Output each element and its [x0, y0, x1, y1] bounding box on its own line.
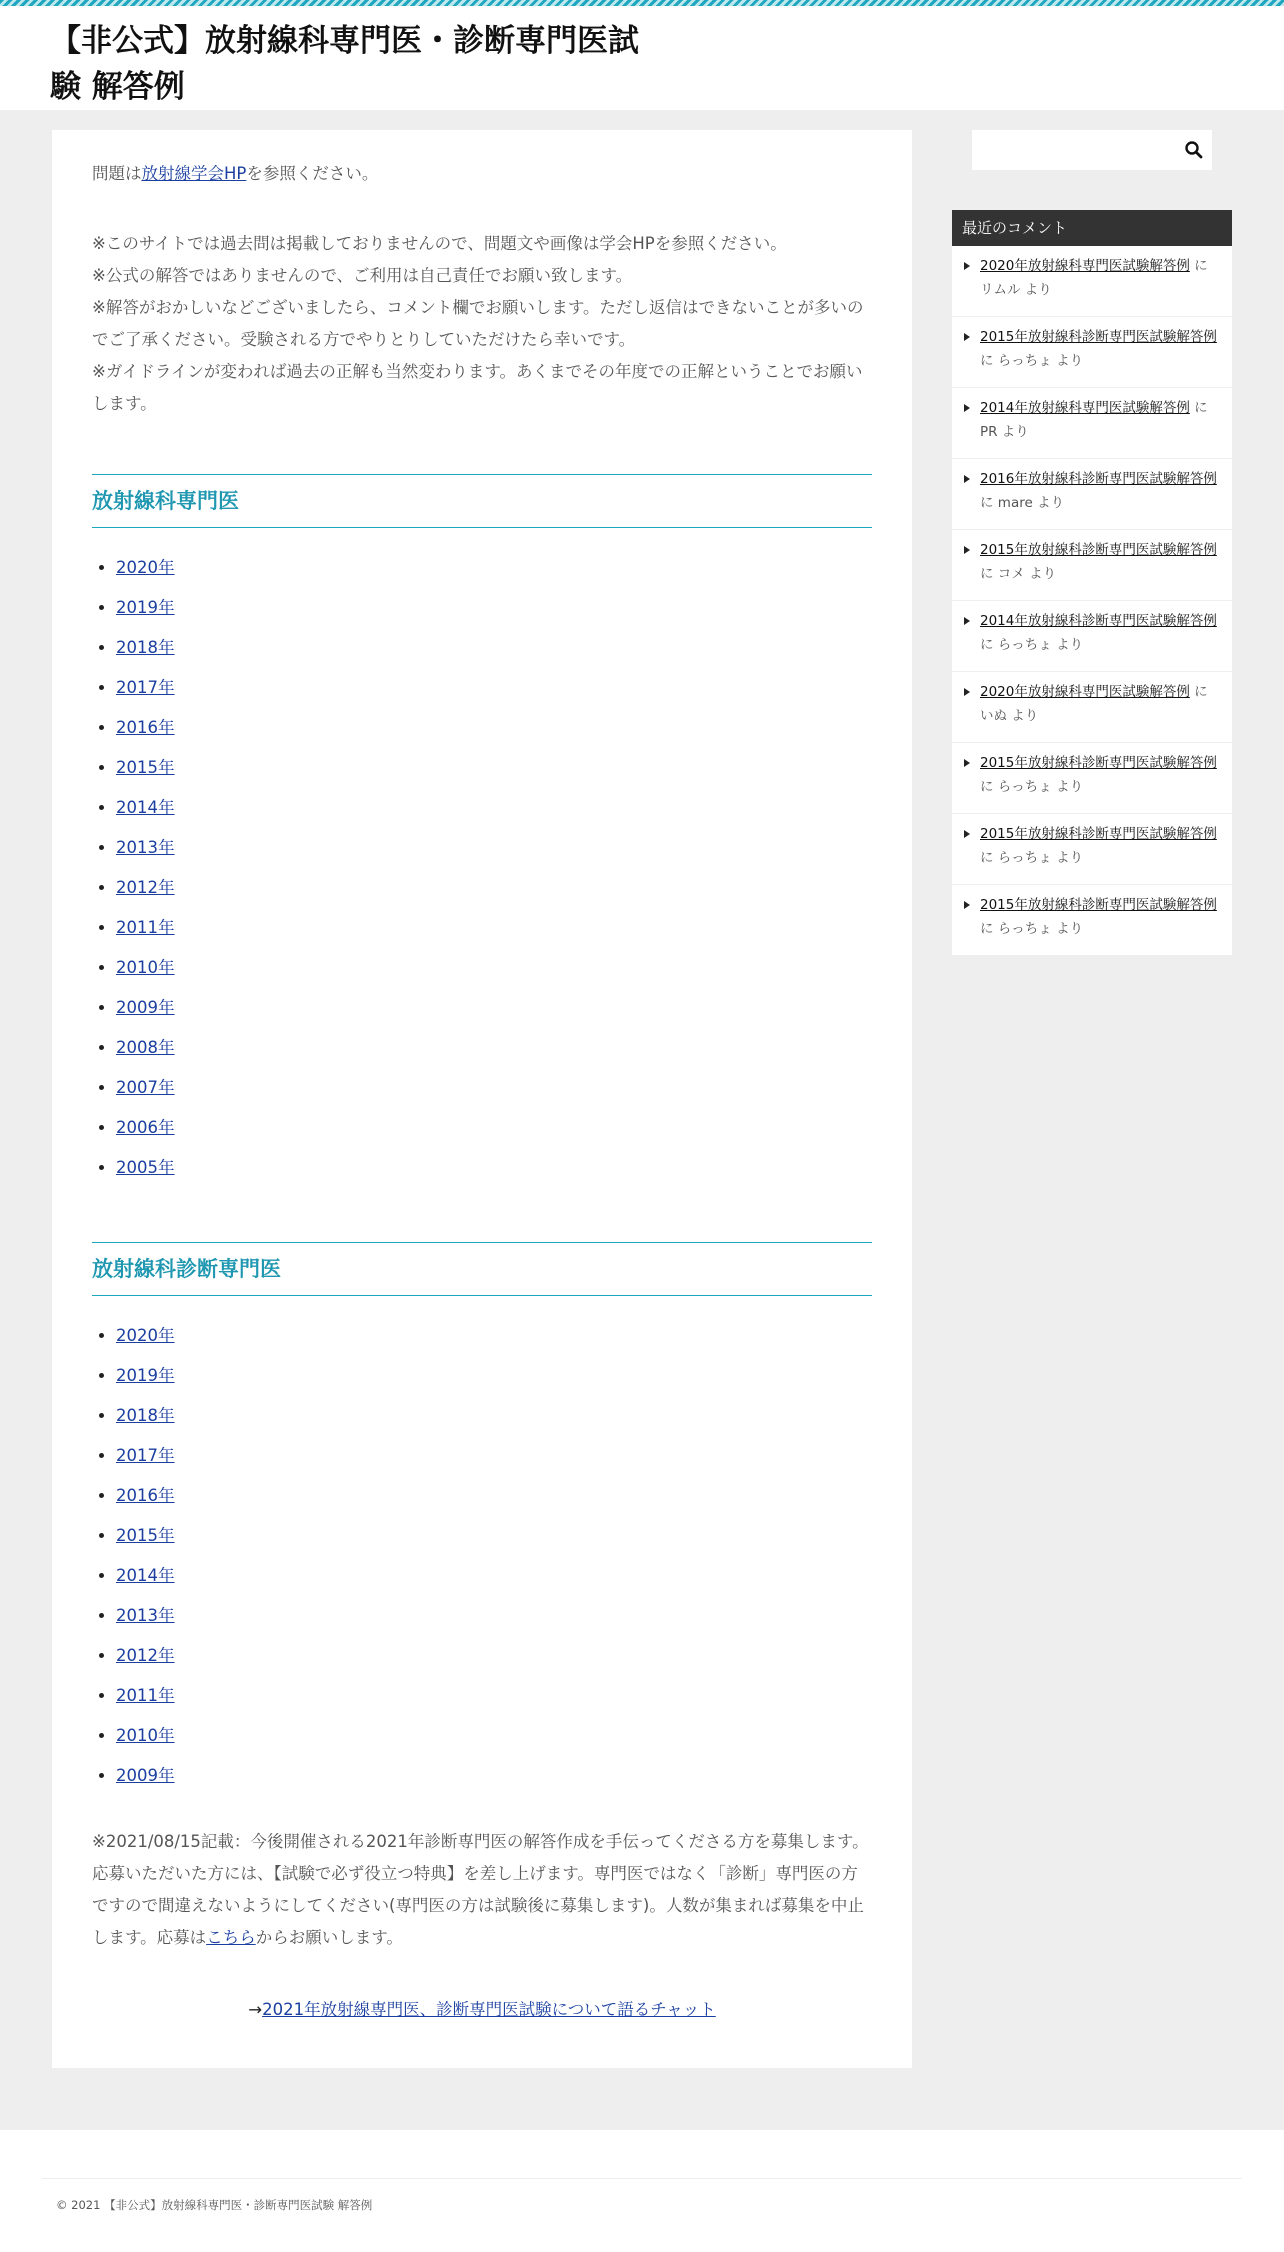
year-list-item: [116, 908, 872, 948]
comment-author: に らっちょ より: [980, 637, 1084, 653]
year-link[interactable]: 2011年: [116, 918, 175, 937]
year-link[interactable]: 2016年: [116, 1486, 175, 1505]
comment-post-link[interactable]: 2020年放射線科専門医試験解答例: [980, 684, 1190, 700]
intro-prefix: 問題は: [92, 164, 142, 183]
note-4: ※ガイドラインが変われば過去の正解も当然変わります。あくまでその年度での正解ということでお願いします。: [92, 362, 863, 413]
triangle-bullet-icon: [964, 617, 970, 625]
year-list-item: [116, 748, 872, 788]
year-list-item: [116, 548, 872, 588]
comment-post-link[interactable]: 2015年放射線科診断専門医試験解答例: [980, 897, 1217, 913]
widget-title: 最近のコメント: [952, 210, 1232, 246]
recruit-suffix: からお願いします。: [255, 1928, 403, 1947]
triangle-bullet-icon: [964, 830, 970, 838]
site-title[interactable]: 【非公式】放射線科専門医・診断専門医試験 解答例: [50, 23, 639, 105]
search-icon[interactable]: [1184, 140, 1204, 160]
search-input[interactable]: [972, 130, 1212, 170]
triangle-bullet-icon: [964, 333, 970, 341]
comment-item: [952, 530, 1232, 601]
recent-comments-widget: [952, 210, 1232, 955]
year-list-item: [116, 788, 872, 828]
year-list-item: [116, 1676, 872, 1716]
year-link[interactable]: 2009年: [116, 998, 175, 1017]
triangle-bullet-icon: [964, 759, 970, 767]
year-list-item: [116, 1516, 872, 1556]
year-link[interactable]: 2016年: [116, 718, 175, 737]
triangle-bullet-icon: [964, 404, 970, 412]
content-wrapper: [0, 110, 1284, 2130]
comment-item: [952, 246, 1232, 317]
search-box: [972, 130, 1212, 170]
recent-comments-list: [952, 246, 1232, 955]
recruit-notice: [92, 1826, 872, 1954]
arrow-icon: →: [248, 2000, 263, 2019]
triangle-bullet-icon: [964, 262, 970, 270]
section-heading-diagnostic: 放射線科診断専門医: [92, 1242, 872, 1296]
comment-post-link[interactable]: 2015年放射線科診断専門医試験解答例: [980, 826, 1217, 842]
comment-item: [952, 317, 1232, 388]
year-link[interactable]: 2014年: [116, 798, 175, 817]
triangle-bullet-icon: [964, 688, 970, 696]
comment-author: に いぬ より: [980, 684, 1208, 724]
year-list-item: [116, 828, 872, 868]
year-list-item: [116, 708, 872, 748]
year-link[interactable]: 2010年: [116, 958, 175, 977]
comment-author: に らっちょ より: [980, 353, 1084, 369]
comment-author: に リムル より: [980, 258, 1208, 298]
year-link[interactable]: 2019年: [116, 1366, 175, 1385]
comment-item: [952, 672, 1232, 743]
year-link[interactable]: 2018年: [116, 1406, 175, 1425]
notes: [92, 228, 872, 420]
sidebar: [952, 130, 1232, 955]
year-list-item: [116, 668, 872, 708]
year-list-item: [116, 1396, 872, 1436]
triangle-bullet-icon: [964, 475, 970, 483]
comment-item: [952, 459, 1232, 530]
year-list-item: [116, 1356, 872, 1396]
comment-post-link[interactable]: 2014年放射線科専門医試験解答例: [980, 400, 1190, 416]
year-link[interactable]: 2013年: [116, 838, 175, 857]
comment-author: に らっちょ より: [980, 779, 1084, 795]
year-link[interactable]: 2012年: [116, 878, 175, 897]
note-1: ※このサイトでは過去問は掲載しておりませんので、問題文や画像は学会HPを参照ください。: [92, 234, 787, 253]
year-list-item: [116, 588, 872, 628]
year-list-diagnostic: [116, 1316, 872, 1796]
year-link[interactable]: 2020年: [116, 558, 175, 577]
chat-link[interactable]: 2021年放射線専門医、診断専門医試験について語るチャット: [262, 2000, 716, 2019]
year-list-item: [116, 948, 872, 988]
year-link[interactable]: 2007年: [116, 1078, 175, 1097]
comment-author: に らっちょ より: [980, 921, 1084, 937]
year-link[interactable]: 2006年: [116, 1118, 175, 1137]
comment-post-link[interactable]: 2016年放射線科診断専門医試験解答例: [980, 471, 1217, 487]
main-content: [52, 130, 912, 2068]
year-list-item: [116, 868, 872, 908]
year-list-item: [116, 1068, 872, 1108]
year-list-item: [116, 628, 872, 668]
section-heading-specialist: 放射線科専門医: [92, 474, 872, 528]
comment-item: [952, 601, 1232, 672]
year-link[interactable]: 2018年: [116, 638, 175, 657]
note-3: ※解答がおかしいなどございましたら、コメント欄でお願いします。ただし返信はできないことが多いのでご了承ください。受験される方でやりとりしていただけたら幸いです。: [92, 298, 864, 349]
year-link[interactable]: 2010年: [116, 1726, 175, 1745]
comment-item: [952, 814, 1232, 885]
year-list-item: [116, 1316, 872, 1356]
year-link[interactable]: 2015年: [116, 758, 175, 777]
year-link[interactable]: 2005年: [116, 1158, 175, 1177]
year-link[interactable]: 2017年: [116, 1446, 175, 1465]
triangle-bullet-icon: [964, 901, 970, 909]
recruit-link[interactable]: こちら: [206, 1928, 256, 1947]
comment-author: に PR より: [980, 400, 1208, 440]
year-link[interactable]: 2013年: [116, 1606, 175, 1625]
year-link[interactable]: 2015年: [116, 1526, 175, 1545]
year-list-item: [116, 1756, 872, 1796]
year-list-item: [116, 1028, 872, 1068]
chat-link-line: [92, 1994, 872, 2026]
year-list-specialist: [116, 548, 872, 1188]
intro-text: [92, 158, 872, 190]
year-list-item: [116, 1716, 872, 1756]
triangle-bullet-icon: [964, 546, 970, 554]
year-link[interactable]: 2014年: [116, 1566, 175, 1585]
copyright: © 2021 【非公式】放射線科専門医・診断専門医試験 解答例: [56, 2198, 373, 2212]
year-link[interactable]: 2019年: [116, 598, 175, 617]
year-list-item: [116, 1148, 872, 1188]
year-list-item: [116, 1636, 872, 1676]
intro-suffix: を参照ください。: [246, 164, 379, 183]
comment-post-link[interactable]: 2014年放射線科診断専門医試験解答例: [980, 613, 1217, 629]
year-link[interactable]: 2012年: [116, 1646, 175, 1665]
year-link[interactable]: 2011年: [116, 1686, 175, 1705]
year-link[interactable]: 2020年: [116, 1326, 175, 1345]
year-list-item: [116, 1476, 872, 1516]
comment-item: [952, 885, 1232, 955]
site-header: [0, 6, 1284, 110]
note-2: ※公式の解答ではありませんので、ご利用は自己責任でお願い致します。: [92, 266, 633, 285]
year-list-item: [116, 1556, 872, 1596]
year-link[interactable]: 2017年: [116, 678, 175, 697]
comment-author: に らっちょ より: [980, 850, 1084, 866]
comment-author: に コメ より: [980, 566, 1057, 582]
comment-author: に mare より: [980, 495, 1065, 511]
comment-post-link[interactable]: 2015年放射線科診断専門医試験解答例: [980, 755, 1217, 771]
recruit-text: ※2021/08/15記載：今後開催される2021年診断専門医の解答作成を手伝ってくださる方を募集します。応募いただいた方には、【試験で必ず役立つ特典】を差し上げます。専門医ではなく「診断」専門医の方ですので間違えないようにしてください(専門医の方は試験後に募集します)。人数が集まれば募集を中止します。応募は: [92, 1832, 869, 1947]
year-link[interactable]: 2009年: [116, 1766, 175, 1785]
comment-item: [952, 388, 1232, 459]
year-list-item: [116, 1108, 872, 1148]
society-hp-link[interactable]: 放射線学会HP: [141, 164, 247, 183]
comment-item: [952, 743, 1232, 814]
year-list-item: [116, 1596, 872, 1636]
comment-post-link[interactable]: 2020年放射線科専門医試験解答例: [980, 258, 1190, 274]
site-footer: [0, 2130, 1284, 2252]
year-list-item: [116, 988, 872, 1028]
comment-post-link[interactable]: 2015年放射線科診断専門医試験解答例: [980, 542, 1217, 558]
year-list-item: [116, 1436, 872, 1476]
year-link[interactable]: 2008年: [116, 1038, 175, 1057]
comment-post-link[interactable]: 2015年放射線科診断専門医試験解答例: [980, 329, 1217, 345]
